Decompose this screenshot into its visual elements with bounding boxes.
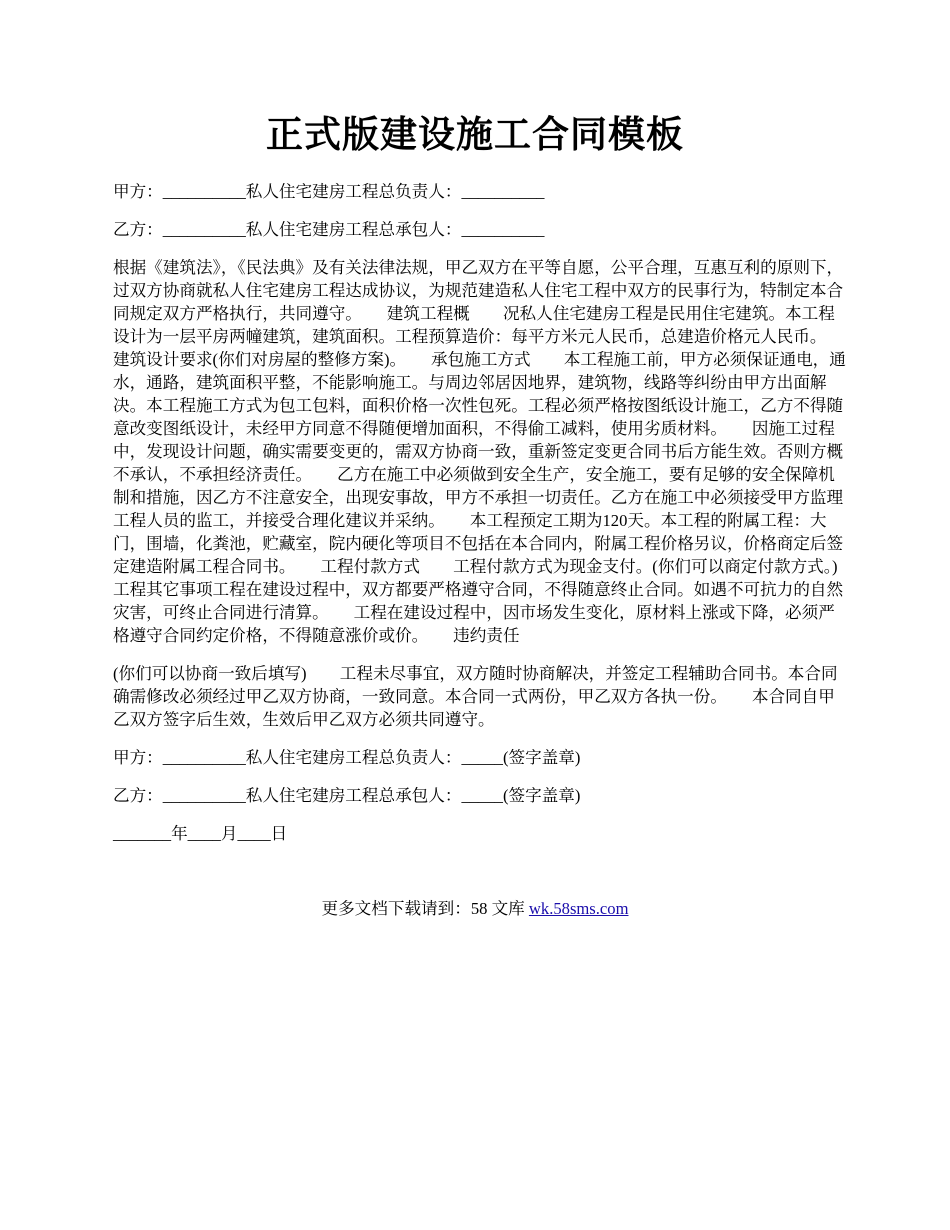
footer-text: 更多文档下载请到：58 文库 xyxy=(321,899,529,918)
party-a-header: 甲方：__________私人住宅建房工程总负责人：__________ xyxy=(113,182,545,201)
party-a-signature-line: 甲方：__________私人住宅建房工程总负责人：_____(签字盖章) xyxy=(113,748,581,767)
document-body xyxy=(113,180,871,860)
document-title: 正式版建设施工合同模板 xyxy=(266,115,684,156)
party-b-header: 乙方：__________私人住宅建房工程总承包人：__________ xyxy=(113,220,545,239)
date-line: _______年____月____日 xyxy=(113,824,288,843)
party-b-signature-line: 乙方：__________私人住宅建房工程总承包人：_____(签字盖章) xyxy=(113,786,581,805)
body-paragraph-2: (你们可以协商一致后填写) 工程未尽事宜，双方随时协商解决，并签定工程辅助合同书。本合同确需修改必须经过甲乙双方协商，一致同意。本合同一式两份，甲乙双方各执一份。 本合同自甲乙双方签字后生效，生效后甲乙双方必须共同遵守。 xyxy=(113,664,838,729)
download-footer xyxy=(0,897,950,920)
body-paragraph-1: 根据《建筑法》，《民法典》及有关法律法规，甲乙双方在平等自愿，公平合理，互惠互利的原则下，过双方协商就私人住宅建房工程达成协议，为规范建造私人住宅工程中双方的民事行为，特制定本合同规定双方严格执行，共同遵守。 建筑工程概 况私人住宅建房工程是民用住宅建筑。本工程设计为一层平房两幢建筑，建筑面积。工程预算造价：每平方米元人民币，总建造价格元人民币。 建筑设计要求(你们对房屋的整修方案)。 承包施工方式 本工程施工前，甲方必须保证通电，通水，通路，建筑面积平整，不能影响施工。与周边邻居因地界，建筑物，线路等纠纷由甲方出面解决。本工程施工方式为包工包料，面积价格一次性包死。工程必须严格按图纸设计施工，乙方不得随意改变图纸设计，未经甲方同意不得随便增加面积，不得偷工减料，使用劣质材料。 因施工过程中，发现设计问题，确实需要变更的，需双方协商一致，重新签定变更合同书后方能生效。否则方概不承认，不承担经济责任。 乙方在施工中必须做到安全生产，安全施工，要有足够的安全保障机制和措施，因乙方不注意安全，出现安事故，甲方不承担一切责任。乙方在施工中必须接受甲方监理工程人员的监工，并接受合理化建议并采纳。 本工程预定工期为120天。本工程的附属工程：大门，围墙，化粪池，贮藏室，院内硬化等项目不包括在本合同内，附属工程价格另议，价格商定后签定建造附属工程合同书。 工程付款方式 工程付款方式为现金支付。(你们可以商定付款方式。) 工程其它事项工程在建设过程中，双方都要严格遵守合同，不得随意终止合同。如遇不可抗力的自然灾害，可终止合同进行清算。 工程在建设过程中，因市场发生变化，原材料上涨或下降，必须严格遵守合同约定价格，不得随意涨价或价。 违约责任 xyxy=(113,258,871,645)
footer-link[interactable]: wk.58sms.com xyxy=(528,899,629,918)
